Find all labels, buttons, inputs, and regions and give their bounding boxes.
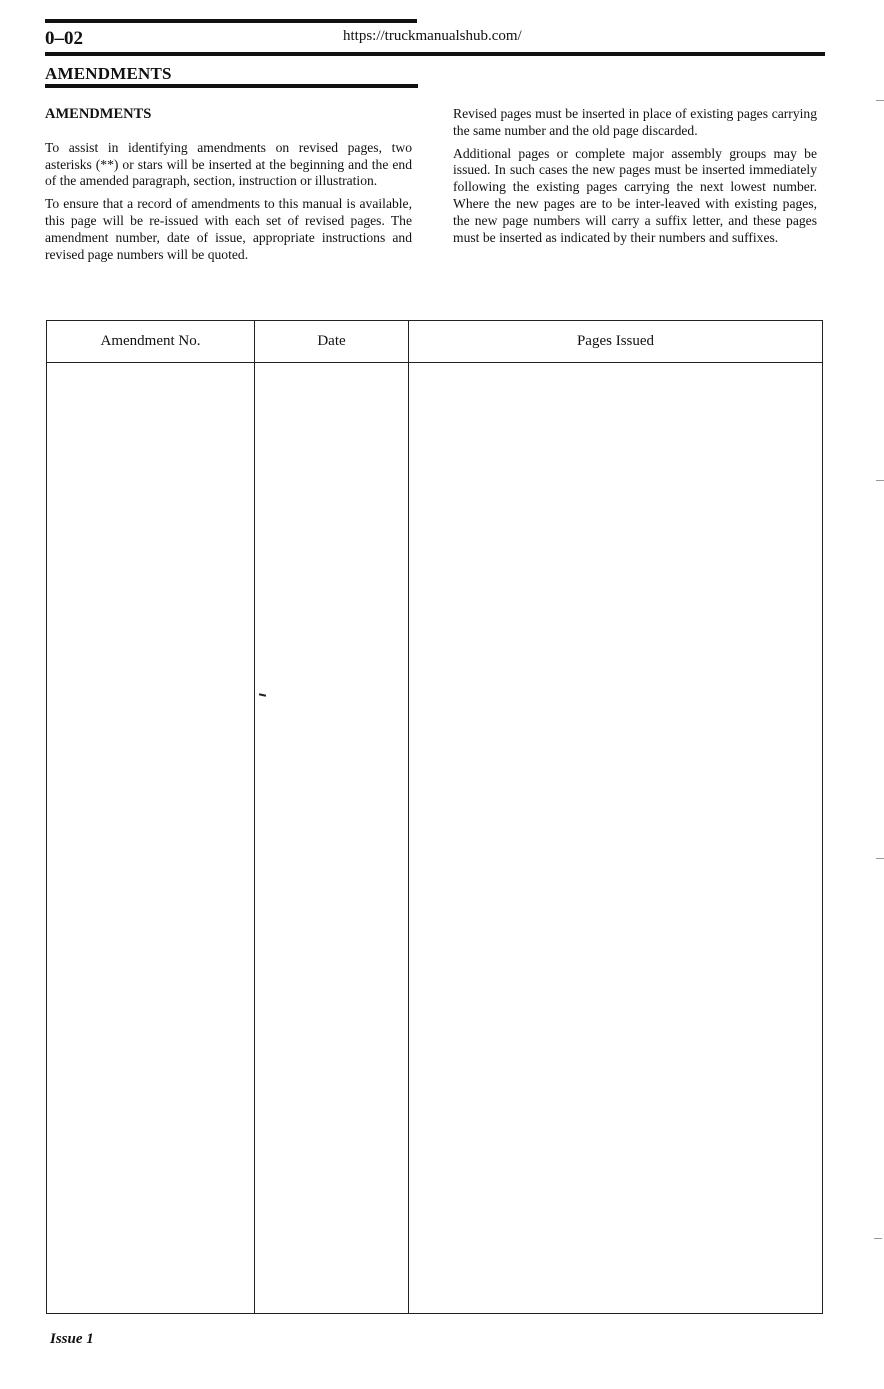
column-header-amendment-no: Amendment No. <box>100 333 201 349</box>
top-rule <box>45 19 417 23</box>
right-paragraph-2: Additional pages or complete major assembly groups may be issued. In such cases the new pages must be inserted immediately following the existing pages carrying the next lowest number. Where the new pages are to be inter-leaved with existing pages, the new page numbers will carry a suffix letter, and these pages must be inserted as indicated by their numbers and suffixes. <box>453 145 817 245</box>
edge-mark <box>876 480 884 481</box>
column-header-date: Date <box>317 333 346 349</box>
left-column <box>45 106 412 269</box>
edge-mark <box>876 100 884 101</box>
edge-mark <box>874 1238 882 1239</box>
source-url[interactable]: https://truckmanualshub.com/ <box>343 28 522 44</box>
empty-table-body <box>47 363 822 1313</box>
amendments-table <box>46 320 823 1314</box>
left-heading: AMENDMENTS <box>45 106 152 122</box>
right-paragraph-1: Revised pages must be inserted in place of existing pages carrying the same number and the old page discarded. <box>453 106 817 138</box>
page-number: 0–02 <box>45 28 83 49</box>
issue-label: Issue 1 <box>50 1331 94 1347</box>
section-title: AMENDMENTS <box>45 64 172 83</box>
left-paragraph-2: To ensure that a record of amendments to this manual is available, this page will be re-issued with each set of revised pages. The amendment number, date of issue, appropriate instructions and revised page numbers will be quoted. <box>45 196 412 262</box>
left-paragraph-1: To assist in identifying amendments on revised pages, two asterisks (**) or stars will be inserted at the beginning and the end of the amended paragraph, section, instruction or illustration. <box>45 139 412 189</box>
column-header-pages-issued: Pages Issued <box>576 333 655 349</box>
right-column <box>453 106 817 252</box>
header-rule <box>45 52 825 56</box>
section-rule <box>45 84 418 88</box>
edge-mark <box>876 858 884 859</box>
